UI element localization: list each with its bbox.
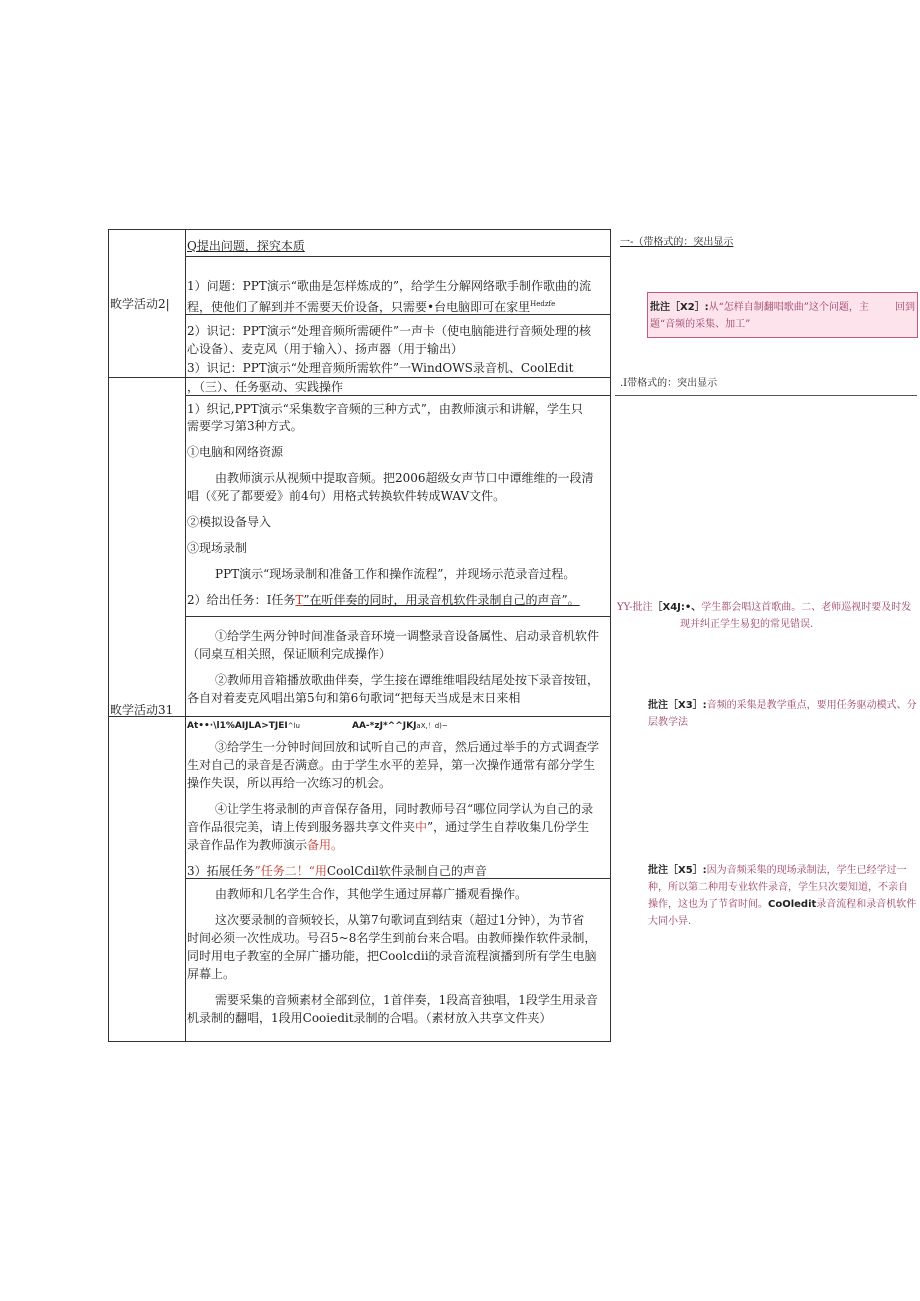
- section1-item1-line1: 1）问题：PPT演示“歌曲是怎样炼成的”，给学生分解网络歌手制作歌曲的流: [187, 279, 592, 293]
- section2-step2-line2: 各自对着麦克风唱出第5句和第6句歌词“把每天当成是末日来相: [187, 691, 521, 705]
- activity-label-2: 畋学活动2|: [110, 297, 170, 311]
- format-comment-1-text: 一-（带格式的：突出显示: [620, 237, 734, 248]
- section3-p3-line2: 时间必须一次性成功。号召5~8名学生到前台来合唱。由教师操作软件录制，: [187, 931, 597, 945]
- section2-way1-desc-line2: 唱（《死了都要爱》前4句）用格式转换软件转成WAV文件。: [187, 489, 506, 503]
- activity-label-3: 畋学活动31: [110, 703, 174, 717]
- step4-line3-b: 备用。: [307, 838, 344, 852]
- section3-step4-line1: ④让学生将录制的声音保存备用，同时教师号召“哪位同学认为自己的录: [215, 802, 594, 816]
- section2-task1: [187, 592, 580, 609]
- section2-way2: ②模拟设备导入: [187, 515, 272, 529]
- row-divider: [185, 256, 611, 257]
- comment-x5-line4: 大同小异.: [648, 916, 692, 927]
- section3-p3-line1: 这次要录制的音频较长，从第7句歌词直到结束（超过1分钟），为节省: [215, 913, 585, 927]
- section2-way3-desc: PPT演示“现场录制和准备工作和操作流程”，并现场示范录音过程。: [215, 567, 576, 581]
- step4-line2-c: ”，通过学生自荐收集几份学生: [427, 820, 590, 834]
- comment-x4-line1: 学生都会唱这首歌曲。二、老师巡视时要及时发: [701, 602, 912, 613]
- comment-x3-label: 批注［X3］:: [648, 700, 707, 711]
- section1-title-text: Q提出问题，探究本质: [187, 239, 305, 253]
- section2-way1: ①电脑和网络资源: [187, 445, 284, 459]
- section3-task2: [187, 863, 487, 880]
- section1-title: [187, 238, 305, 255]
- section3-p4-line2: 机录制的翻唱，1段用Cooiedit录制的合唱。（素材放入共享文件夹）: [187, 1011, 552, 1025]
- table-top-border: [108, 229, 611, 230]
- section2-p1-line1: 1）织记,PPT演示“采集数字音频的三种方式”，由教师演示和讲解，学生只: [187, 402, 583, 416]
- table-right-border: [610, 229, 611, 1042]
- task1-prefix: 2）给出任务：I任务: [187, 593, 296, 607]
- task2-prefix: 3）拓展任务: [187, 864, 255, 878]
- table-bottom-border: [108, 1041, 611, 1042]
- comment-x5-line2: 种，所以第二种用专业软件录音，学生只次要知道，不亲自: [648, 882, 908, 893]
- section3-step3-line2: 生对自己的录音是否满意。由于学生水平的差异，第一次操作通常有部分学生: [187, 758, 596, 772]
- garbled-left-small: ^lu: [287, 722, 300, 730]
- table-left-border: [108, 229, 109, 1042]
- task2-mark: ”任务二！“用: [254, 864, 327, 878]
- format-comment-2-text: .I带格式的：突出显示: [620, 378, 718, 389]
- section3-step3-line3: 操作失误，所以再给一次练习的机会。: [187, 776, 392, 790]
- format-comment-1[interactable]: [620, 236, 733, 250]
- comment-x5-line1: 因为音频采集的现场录制法，学生已经学过一: [706, 865, 907, 876]
- comment-x4-line2: 现并纠正学生易犯的常见错误.: [680, 619, 814, 630]
- section2-step1-line1: ①给学生两分钟时间准备录音环境一调整录音设备属性、启动录音机软件: [215, 629, 600, 643]
- row-divider: [185, 616, 611, 617]
- comment-x4[interactable]: [617, 599, 917, 633]
- section2-step1-line2: （同桌互相关照，保证顺利完成操作）: [187, 647, 392, 661]
- activity-divider: [108, 377, 611, 378]
- section3-step4-line3: [187, 837, 343, 854]
- comment-x2-side: 回到: [895, 302, 915, 313]
- task1-mark: T: [295, 593, 304, 607]
- section3-step3-line1: ③给学生一分钟时间回放和试听自己的声音，然后通过举手的方式调查学: [215, 740, 600, 754]
- garbled-right-small: aX,！d)~: [416, 722, 448, 730]
- comment-x5-line3-a: 操作，这也为了节省时间。: [648, 899, 768, 910]
- step4-line2-a: 音作品很完美，请上传到服务器共享文件夹: [187, 820, 416, 834]
- section1-item3: 3）识记：PPT演示“处理音频所需软件”一WindOWS录音机、CoolEdit: [187, 361, 574, 375]
- section2-way3: ③现场录制: [187, 541, 248, 555]
- section3-step4-line2: [187, 819, 589, 836]
- comment-x5-label: 批注［X5］:: [648, 865, 707, 876]
- section1-item2-line1: 2）识记：PPT演示“处理音频所需硬件”一声卡（使电脑能进行音频处理的核: [187, 324, 592, 338]
- task1-rest: ”在听伴奏的同时，用录音机软件录制自己的声音”。: [303, 593, 580, 607]
- comment-x4-label: ［X4J:•、: [652, 602, 702, 613]
- section2-title: ，（三）、任务驱动、实践操作: [187, 380, 344, 394]
- comment-separator: [615, 395, 917, 396]
- section1-item1-small: Hedzfe: [530, 300, 556, 308]
- comment-x3-line1: 音频的采集是教学重点，要用任务驱动模式、分: [706, 700, 917, 711]
- comment-x2-line1: 从“怎样自制翻唱歌曲”这个问题，主: [708, 302, 869, 313]
- comment-x2-label: 批注［X2］:: [650, 302, 709, 313]
- section1-item2-line2: 心设备）、麦克风（用于输入）、扬声器（用于输出）: [187, 342, 464, 356]
- garbled-header-left: [187, 718, 300, 735]
- comment-x2-line2: 题“音频的采集、加工”: [650, 319, 751, 330]
- garbled-header-right: [352, 718, 448, 735]
- garbled-left-text: At••·\l1%AIJLA>TJEI: [187, 721, 288, 731]
- format-comment-2[interactable]: [620, 377, 717, 391]
- row-divider: [108, 716, 611, 717]
- section1-item1-line2: [187, 296, 555, 316]
- garbled-right-text: AA-*zJ*^^JKJ: [352, 721, 417, 731]
- table-column-divider: [185, 229, 186, 1042]
- section2-step2-line1: ②教师用音箱播放歌曲伴奏，学生接在谭维维唱段结尾处按下录音按钮，: [215, 673, 600, 687]
- section3-p2: 由教师和几名学生合作，其他学生通过屏幕广播观看操作。: [215, 887, 528, 901]
- comment-x5[interactable]: [648, 862, 918, 930]
- section3-p3-line3: 同时用电子教室的全屏广播功能，把Coolcdii的录音流程演播到所有学生电脑: [187, 949, 597, 963]
- step4-line2-b: 中: [415, 820, 428, 834]
- section2-way1-desc-line1: 由教师演示从视频中提取音频。把2006超级女声节口中谭维维的一段清: [215, 471, 594, 485]
- task2-rest: CoolCdil软件录制自己的声音: [326, 864, 487, 878]
- comment-x4-prefix: YY-批注: [617, 602, 653, 613]
- comment-x3[interactable]: [648, 697, 918, 731]
- section3-p3-line4: 屏幕上。: [187, 967, 236, 981]
- step4-line3-a: 录音作品作为教师演示: [187, 838, 308, 852]
- section1-item1-line2-text: 程，使他们了解到并不需要天价设备，只需要•台电脑即可在家里: [187, 300, 531, 314]
- section3-p4-line1: 需要采集的音频素材全部到位，1首伴奏，1段高音独唱，1段学生用录音: [215, 993, 598, 1007]
- comment-x3-line2: 层教学法: [648, 717, 688, 728]
- comment-x5-line3-b: CoOledit: [768, 899, 817, 910]
- comment-x2: [650, 299, 880, 333]
- section2-p1-line2: 需要学习第3种方式。: [187, 419, 303, 433]
- comment-x5-line3-c: 录音流程和录音机软件: [816, 899, 917, 910]
